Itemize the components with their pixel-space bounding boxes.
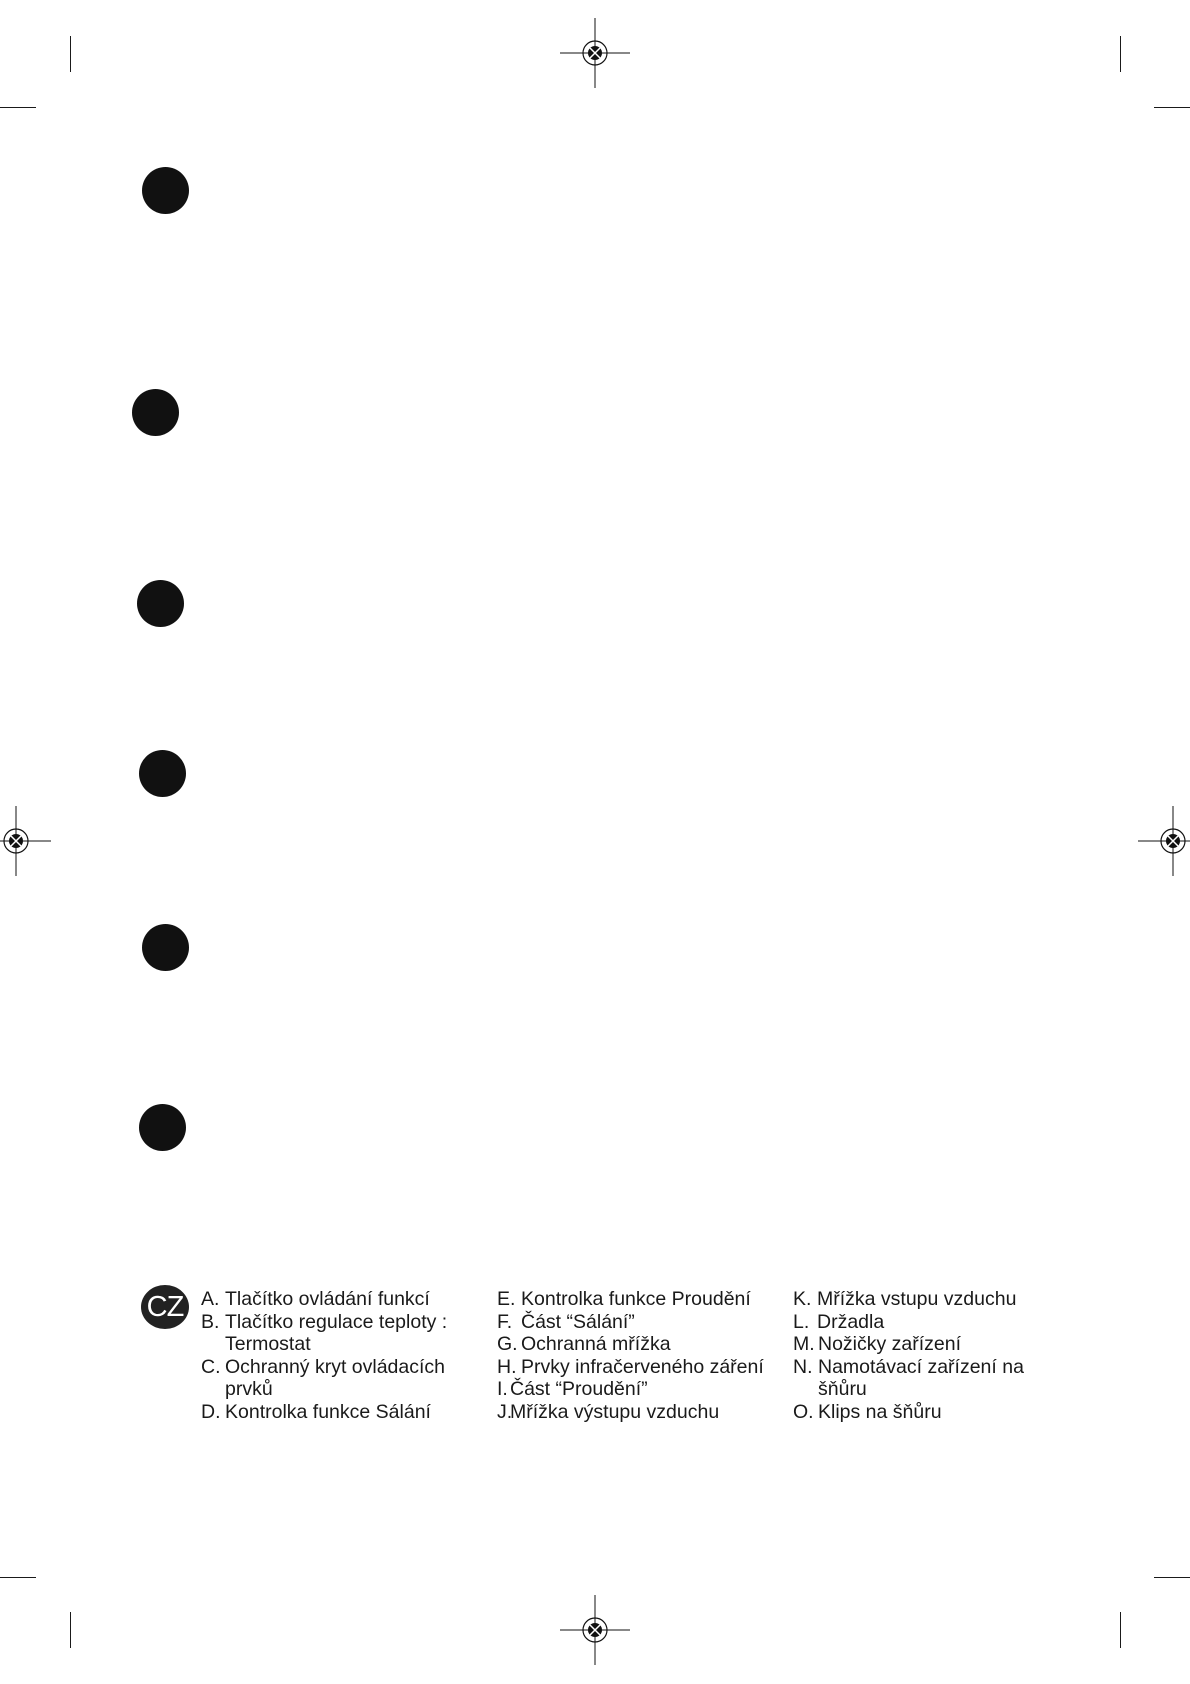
crop-mark-icon [1120, 1612, 1121, 1648]
parts-list-column-1 [201, 1288, 476, 1423]
bullet-dot-icon [137, 580, 184, 627]
list-item: J. Mřížka výstupu vzduchu [497, 1400, 720, 1423]
bullet-dot-icon [142, 167, 189, 214]
bullet-dot-icon [142, 924, 189, 971]
registration-mark-icon [1138, 806, 1190, 876]
list-item: C. Ochranný kryt ovládacích prvků [201, 1355, 446, 1400]
crop-mark-icon [70, 36, 71, 72]
bullet-dot-icon [139, 750, 186, 797]
registration-mark-icon [560, 18, 630, 88]
list-item: I. Část “Proudění” [497, 1378, 648, 1400]
language-badge: CZ [141, 1285, 189, 1329]
crop-mark-icon [1154, 107, 1190, 108]
list-item: K. Mřížka vstupu vzduchu [793, 1288, 1017, 1310]
list-item: N. Namotávací zařízení na šňůru [793, 1355, 1024, 1400]
list-item: E. Kontrolka funkce Proudění [497, 1288, 751, 1310]
list-item: H. Prvky infračerveného záření [497, 1355, 764, 1378]
bullet-dot-icon [132, 389, 179, 436]
crop-mark-icon [0, 107, 36, 108]
list-item: O. Klips na šňůru [793, 1400, 942, 1423]
registration-mark-icon [0, 806, 51, 876]
crop-mark-icon [0, 1577, 36, 1578]
crop-mark-icon [1154, 1577, 1190, 1578]
registration-mark-icon [560, 1595, 630, 1665]
parts-list-column-3 [793, 1288, 1068, 1423]
bullet-dot-icon [139, 1104, 186, 1151]
list-item: L. Držadla [793, 1310, 885, 1333]
crop-mark-icon [1120, 36, 1121, 72]
list-item: G. Ochranná mřížka [497, 1333, 671, 1355]
list-item: D. Kontrolka funkce Sálání [201, 1400, 431, 1423]
list-item: M. Nožičky zařízení [793, 1333, 962, 1355]
list-item: A. Tlačítko ovládání funkcí [201, 1288, 430, 1310]
list-item: F. Část “Sálání” [497, 1310, 635, 1333]
crop-mark-icon [70, 1612, 71, 1648]
list-item: B. Tlačítko regulace teploty : Termostat [201, 1310, 448, 1355]
parts-list-column-2 [497, 1288, 772, 1423]
